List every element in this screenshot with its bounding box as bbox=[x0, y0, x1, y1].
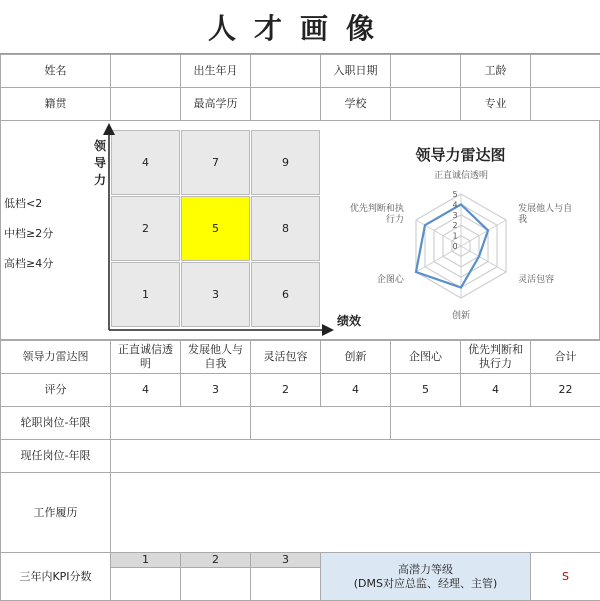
score-cell[interactable]: 5 bbox=[391, 374, 461, 407]
potential-level-title: 高潜力等级 bbox=[398, 562, 453, 576]
radar-tick-label: 5 bbox=[452, 190, 458, 199]
score-header-label: 领导力雷达图 bbox=[1, 341, 111, 374]
potential-level-value[interactable]: S bbox=[531, 553, 600, 601]
nine-box-cell: 8 bbox=[251, 196, 320, 261]
radar-axis-label: 发展他人与自我 bbox=[518, 204, 573, 225]
nine-box-cell-highlighted: 5 bbox=[181, 196, 250, 261]
column-header: 企图心 bbox=[391, 341, 461, 374]
nine-box-cell: 3 bbox=[181, 262, 250, 327]
column-header: 正直诚信透明 bbox=[111, 341, 181, 374]
nine-box-cell: 1 bbox=[111, 262, 180, 327]
resume-label: 工作履历 bbox=[1, 473, 111, 553]
band-low: 低档<2 bbox=[4, 197, 43, 210]
current-post-value[interactable] bbox=[111, 440, 600, 473]
education-label: 最高学历 bbox=[181, 88, 251, 121]
name-value[interactable] bbox=[111, 55, 181, 88]
rotation-value-2[interactable] bbox=[251, 407, 391, 440]
school-label: 学校 bbox=[321, 88, 391, 121]
radar-tick-label: 3 bbox=[452, 210, 458, 220]
radar-tick-label: 0 bbox=[452, 242, 458, 251]
column-header: 创新 bbox=[321, 341, 391, 374]
major-value[interactable] bbox=[531, 88, 600, 121]
radar-axis-label: 灵活包容 bbox=[518, 275, 555, 285]
rotation-value-1[interactable] bbox=[111, 407, 251, 440]
y-axis-label: 领导力 bbox=[93, 139, 106, 187]
rotation-value-3[interactable] bbox=[391, 407, 600, 440]
column-header: 合计 bbox=[531, 341, 600, 374]
nine-box-cell: 6 bbox=[251, 262, 320, 327]
page-title: 人才画像 bbox=[0, 0, 600, 54]
nine-box-cell: 9 bbox=[251, 130, 320, 195]
score-total[interactable]: 22 bbox=[531, 374, 600, 407]
score-cell[interactable]: 4 bbox=[111, 374, 181, 407]
band-high: 高档≥4分 bbox=[4, 257, 54, 270]
major-label: 专业 bbox=[461, 88, 531, 121]
radar-axis-label: 企图心 bbox=[376, 275, 404, 285]
potential-level-note: (DMS对应总监、经理、主管) bbox=[353, 576, 498, 590]
nine-box-cell: 2 bbox=[111, 196, 180, 261]
talent-grid-section bbox=[0, 120, 600, 340]
radar-chart bbox=[331, 160, 591, 340]
kpi-year-header: 3 bbox=[251, 553, 321, 568]
hire-date-value[interactable] bbox=[391, 55, 461, 88]
tenure-label: 工龄 bbox=[461, 55, 531, 88]
kpi-score-cell[interactable] bbox=[181, 568, 251, 601]
hometown-label: 籍贯 bbox=[1, 88, 111, 121]
kpi-year-header: 1 bbox=[111, 553, 181, 568]
score-cell[interactable]: 4 bbox=[461, 374, 531, 407]
score-cell[interactable]: 3 bbox=[181, 374, 251, 407]
score-cell[interactable]: 2 bbox=[251, 374, 321, 407]
kpi-year-header: 2 bbox=[181, 553, 251, 568]
column-header: 优先判断和执行力 bbox=[461, 341, 531, 374]
radar-tick-label: 2 bbox=[452, 221, 458, 231]
radar-axis-label: 优先判断和执行力 bbox=[349, 204, 404, 225]
radar-axis-label: 创新 bbox=[451, 311, 471, 321]
kpi-table bbox=[0, 552, 600, 601]
score-table bbox=[0, 340, 600, 553]
radar-spoke bbox=[461, 246, 506, 272]
radar-axis-label: 正直诚信透明 bbox=[433, 171, 489, 181]
x-axis-label: 绩效 bbox=[337, 314, 362, 328]
hometown-value[interactable] bbox=[111, 88, 181, 121]
basic-info-table bbox=[0, 54, 600, 121]
radar-tick-label: 1 bbox=[452, 231, 458, 241]
band-mid: 中档≥2分 bbox=[4, 227, 54, 240]
resume-value[interactable] bbox=[111, 473, 600, 553]
potential-level-cell bbox=[321, 553, 531, 601]
nine-box-cell: 7 bbox=[181, 130, 250, 195]
education-value[interactable] bbox=[251, 88, 321, 121]
score-row-label: 评分 bbox=[1, 374, 111, 407]
birth-value[interactable] bbox=[251, 55, 321, 88]
radar-title: 领导力雷达图 bbox=[415, 146, 506, 164]
kpi-score-cell[interactable] bbox=[251, 568, 321, 601]
column-header: 灵活包容 bbox=[251, 341, 321, 374]
school-value[interactable] bbox=[391, 88, 461, 121]
rotation-label: 轮职岗位-年限 bbox=[1, 407, 111, 440]
score-cell[interactable]: 4 bbox=[321, 374, 391, 407]
nine-box-cell: 4 bbox=[111, 130, 180, 195]
column-header: 发展他人与自我 bbox=[181, 341, 251, 374]
kpi-score-cell[interactable] bbox=[111, 568, 181, 601]
kpi-label: 三年内KPI分数 bbox=[1, 553, 111, 601]
hire-date-label: 入职日期 bbox=[321, 55, 391, 88]
name-label: 姓名 bbox=[1, 55, 111, 88]
birth-label: 出生年月 bbox=[181, 55, 251, 88]
current-post-label: 现任岗位-年限 bbox=[1, 440, 111, 473]
radar-tick-label: 4 bbox=[452, 200, 458, 210]
tenure-value[interactable] bbox=[531, 55, 600, 88]
